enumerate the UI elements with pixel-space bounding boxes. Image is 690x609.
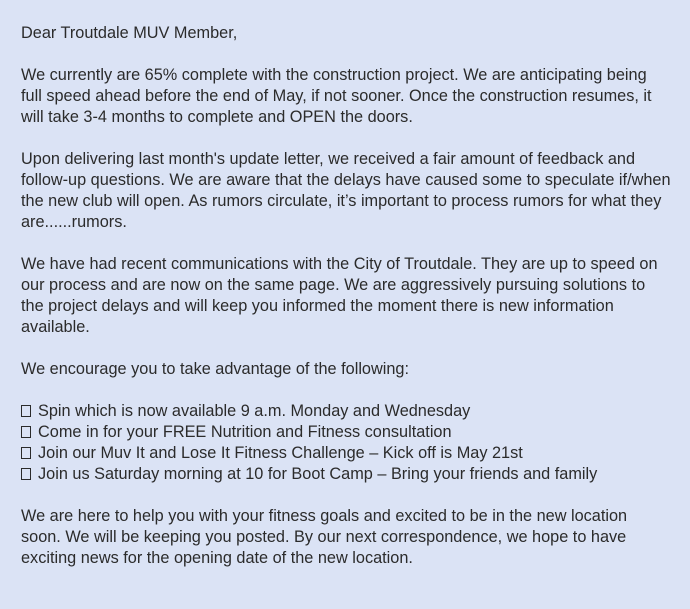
checkbox-glyph-icon bbox=[21, 468, 31, 480]
list-item-text: Join our Muv It and Lose It Fitness Challenge – Kick off is May 21st bbox=[38, 444, 523, 462]
checkbox-glyph-icon bbox=[21, 405, 31, 417]
list-item-text: Spin which is now available 9 a.m. Monday and Wednesday bbox=[38, 402, 471, 420]
paragraph-feedback-rumors: Upon delivering last month's update letter, we received a fair amount of feedback and follow-up questions. We are aware that the delays have caused some to speculate if/when the new club will open. As rumors circulate, it’s important to process rumors for what they are......rumors. bbox=[21, 150, 671, 231]
list-item bbox=[21, 401, 671, 422]
list-item bbox=[21, 464, 671, 485]
paragraph-construction-status: We currently are 65% complete with the construction project. We are anticipating being full speed ahead before the end of May, if not sooner. Once the construction resumes, it will take 3-4 months to complete and OPEN the doors. bbox=[21, 66, 652, 126]
paragraph-city-communications: We have had recent communications with the City of Troutdale. They are up to speed on our process and are now on the same page. We are aggressively pursuing solutions to the project delays and will keep you informed the moment there is new information available. bbox=[21, 255, 658, 336]
letter-greeting: Dear Troutdale MUV Member, bbox=[21, 24, 238, 42]
checkbox-glyph-icon bbox=[21, 447, 31, 459]
checkbox-glyph-icon bbox=[21, 426, 31, 438]
offers-list bbox=[21, 401, 671, 485]
letter-body bbox=[21, 23, 671, 590]
list-item bbox=[21, 443, 671, 464]
paragraph-encouragement: We encourage you to take advantage of the following: bbox=[21, 360, 409, 378]
list-item bbox=[21, 422, 671, 443]
list-item-text: Join us Saturday morning at 10 for Boot Camp – Bring your friends and family bbox=[38, 465, 598, 483]
list-item-text: Come in for your FREE Nutrition and Fitness consultation bbox=[38, 423, 452, 441]
paragraph-closing: We are here to help you with your fitness goals and excited to be in the new location soon. We will be keeping you posted. By our next correspondence, we hope to have exciting news for the opening date of the new location. bbox=[21, 507, 628, 567]
